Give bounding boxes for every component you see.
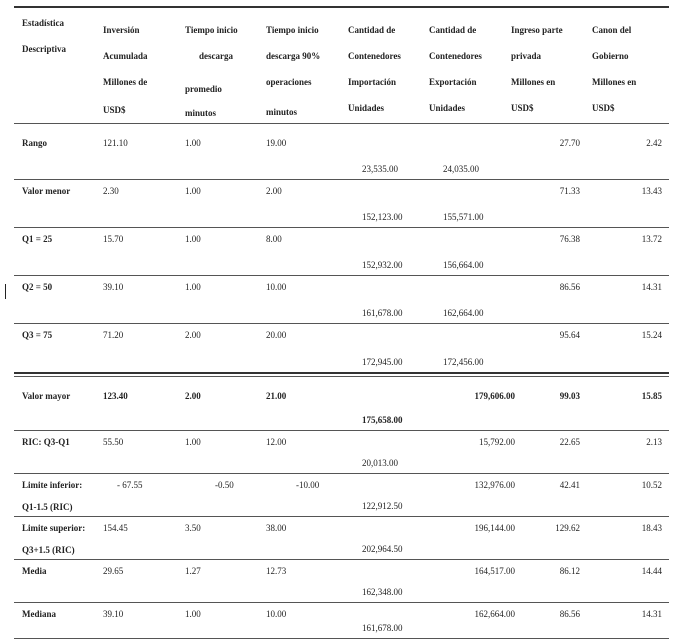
cell-exp: 24,035.00	[443, 164, 479, 174]
header-line: Millones de	[103, 77, 148, 87]
header-rule	[14, 123, 669, 124]
cell-exp: 162,664.00	[443, 308, 484, 318]
row-label	[22, 479, 82, 513]
header-line: USD$	[103, 105, 126, 115]
cell-canon: 14.31	[641, 282, 662, 292]
header-line: privada	[511, 51, 542, 61]
cell-imp: 23,535.00	[362, 164, 398, 174]
cell-inv: 154.45	[103, 523, 128, 533]
cell-imp: 172,945.00	[362, 357, 403, 367]
header-line: Tiempo inicio	[185, 25, 238, 35]
row-rule	[14, 430, 669, 431]
header-tiempo-promedio	[185, 17, 238, 126]
header-line: Millones en	[511, 77, 556, 87]
cell-inv: 29.65	[103, 566, 124, 576]
cell-inv: 39.10	[103, 609, 124, 619]
cell-ing: 99.03	[559, 391, 580, 401]
header-line: promedio	[185, 84, 222, 94]
header-tiempo-90	[266, 17, 320, 125]
header-line: Acumulada	[103, 51, 148, 61]
cell-inv: 55.50	[103, 437, 124, 447]
cell-imp: 202,964.50	[362, 544, 403, 554]
cell-tprom: 2.00	[185, 330, 201, 340]
cell-t90: 10.00	[266, 609, 287, 619]
row-label-line: RIC: Q3-Q1	[22, 437, 70, 447]
row-label	[22, 436, 70, 448]
cell-exp: 15,792.00	[479, 437, 515, 447]
cell-t90: 2.00	[266, 186, 282, 196]
cell-tprom: -0.50	[215, 480, 234, 490]
header-line: USD$	[511, 103, 534, 113]
row-label	[22, 390, 70, 402]
header-line: Millones en	[592, 77, 637, 87]
row-label	[22, 233, 52, 245]
row-label-line: Limite inferior:	[22, 480, 83, 490]
row-label	[22, 185, 70, 197]
cell-tprom: 1.00	[185, 186, 201, 196]
cell-exp: 162,664.00	[474, 609, 515, 619]
header-line: Tiempo inicio	[266, 25, 319, 35]
cell-tprom: 2.00	[185, 391, 201, 401]
row-label-line: Rango	[22, 138, 48, 148]
cell-tprom: 1.00	[185, 138, 201, 148]
cell-canon: 10.52	[641, 480, 662, 490]
header-line: Importación	[348, 77, 396, 87]
row-label	[22, 281, 52, 293]
cell-imp: 152,932.00	[362, 260, 403, 270]
cell-ing: 22.65	[559, 437, 580, 447]
cell-t90: 38.00	[266, 523, 287, 533]
cell-canon: 2.13	[646, 437, 662, 447]
row-rule	[14, 638, 669, 639]
cell-imp: 20,013.00	[362, 458, 398, 468]
cell-imp: 161,678.00	[362, 623, 403, 633]
row-label-line: Q3+1.5 (RIC)	[22, 545, 75, 555]
text-cursor	[5, 284, 6, 299]
header-line: Exportación	[429, 77, 477, 87]
row-label	[22, 522, 85, 556]
row-rule	[14, 473, 669, 474]
cell-imp: 161,678.00	[362, 308, 403, 318]
cell-tprom: 1.00	[185, 609, 201, 619]
header-line: Ingreso parte	[511, 25, 563, 35]
header-line: USD$	[592, 103, 615, 113]
cell-tprom: 1.00	[185, 234, 201, 244]
header-canon	[592, 17, 636, 121]
row-rule	[14, 602, 669, 603]
header-line: Unidades	[429, 103, 466, 113]
header-line: Contenedores	[348, 51, 401, 61]
row-label	[22, 329, 52, 341]
header-line: Cantidad de	[348, 25, 396, 35]
cell-ing: 27.70	[559, 138, 580, 148]
header-line: Unidades	[348, 103, 385, 113]
cell-ing: 129.62	[555, 523, 580, 533]
cell-canon: 14.31	[641, 609, 662, 619]
cell-ing: 86.56	[559, 609, 580, 619]
cell-t90: 10.00	[266, 282, 287, 292]
row-label-line: Valor mayor	[22, 391, 71, 401]
cell-canon: 18.43	[641, 523, 662, 533]
header-estadistica	[22, 17, 66, 55]
row-label-line: Valor menor	[22, 186, 71, 196]
cell-inv: 123.40	[103, 391, 128, 401]
cell-canon: 13.72	[641, 234, 662, 244]
row-label-line: Q1-1.5 (RIC)	[22, 502, 73, 512]
cell-inv: 39.10	[103, 282, 124, 292]
header-ingreso-privada	[511, 17, 563, 121]
cell-canon: 13.43	[641, 186, 662, 196]
cell-tprom: 1.27	[185, 566, 201, 576]
cell-ing: 95.64	[559, 330, 580, 340]
row-label-line: Limite superior:	[22, 523, 86, 533]
row-label	[22, 565, 47, 577]
cell-tprom: 3.50	[185, 523, 201, 533]
header-inversion	[103, 17, 148, 123]
header-line: Descriptiva	[22, 44, 66, 54]
row-rule	[14, 227, 669, 228]
cell-exp: 164,517.00	[474, 566, 515, 576]
cell-exp: 196,144.00	[474, 523, 515, 533]
cell-inv: 121.10	[103, 138, 128, 148]
cell-canon: 15.24	[641, 330, 662, 340]
row-label-line: Q3 = 75	[22, 330, 53, 340]
cell-t90: 12.73	[266, 566, 287, 576]
cell-inv: 71.20	[103, 330, 124, 340]
header-line: Cantidad de	[429, 25, 477, 35]
header-line: Contenedores	[429, 51, 482, 61]
cell-t90: 19.00	[266, 138, 287, 148]
cell-t90: 21.00	[266, 391, 287, 401]
cell-exp: 156,664.00	[443, 260, 484, 270]
row-label-line: Media	[22, 566, 47, 576]
cell-inv: - 67.55	[117, 480, 143, 490]
row-label-line: Q2 = 50	[22, 282, 53, 292]
cell-tprom: 1.00	[185, 437, 201, 447]
cell-ing: 86.12	[559, 566, 580, 576]
header-line: minutos	[266, 107, 298, 117]
row-label	[22, 608, 56, 620]
header-line: minutos	[185, 108, 217, 118]
cell-ing: 42.41	[559, 480, 580, 490]
header-line: operaciones	[266, 77, 312, 87]
table-top-rule	[14, 6, 669, 8]
cell-exp: 172,456.00	[443, 357, 484, 367]
header-line: Canon del	[592, 25, 632, 35]
cell-t90: 8.00	[266, 234, 282, 244]
cell-t90: -10.00	[296, 480, 320, 490]
cell-t90: 12.00	[266, 437, 287, 447]
cell-t90: 20.00	[266, 330, 287, 340]
cell-exp: 179,606.00	[474, 391, 515, 401]
header-line: descarga 90%	[266, 51, 321, 61]
row-label-line: Mediana	[22, 609, 57, 619]
row-label	[22, 137, 47, 149]
cell-canon: 14.44	[641, 566, 662, 576]
header-importacion	[348, 17, 401, 121]
cell-ing: 86.56	[559, 282, 580, 292]
header-line: Inversión	[103, 25, 140, 35]
cell-imp: 152,123.00	[362, 212, 403, 222]
cell-ing: 71.33	[559, 186, 580, 196]
row-rule	[14, 323, 669, 324]
cell-canon: 2.42	[646, 138, 662, 148]
row-rule	[14, 179, 669, 180]
row-label-line: Q1 = 25	[22, 234, 53, 244]
cell-imp: 175,658.00	[362, 415, 403, 425]
section-rule	[14, 376, 669, 377]
cell-exp: 132,976.00	[474, 480, 515, 490]
row-rule	[14, 275, 669, 276]
cell-inv: 2.30	[103, 186, 119, 196]
cell-tprom: 1.00	[185, 282, 201, 292]
header-line: descarga	[199, 51, 233, 61]
cell-ing: 76.38	[559, 234, 580, 244]
header-exportacion	[429, 17, 482, 121]
cell-canon: 15.85	[641, 391, 662, 401]
row-rule	[14, 372, 669, 374]
cell-exp: 155,571.00	[443, 212, 484, 222]
row-rule	[14, 559, 669, 560]
cell-inv: 15.70	[103, 234, 124, 244]
cell-imp: 162,348.00	[362, 587, 403, 597]
header-line: Gobierno	[592, 51, 629, 61]
cell-imp: 122,912.50	[362, 501, 403, 511]
row-rule	[14, 516, 669, 517]
header-line: Estadística	[22, 18, 65, 28]
